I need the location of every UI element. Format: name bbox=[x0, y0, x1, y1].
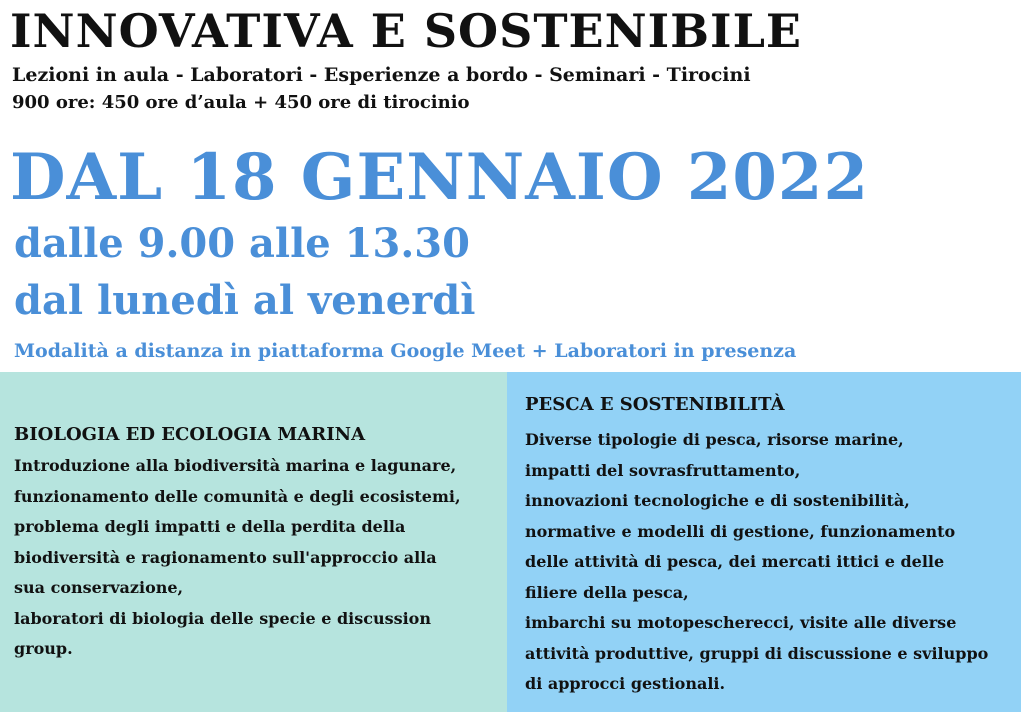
fishing-panel bbox=[507, 372, 1021, 712]
fishing-line: normative e modelli di gestione, funzionamento bbox=[525, 521, 956, 541]
fishing-line: di approcci gestionali. bbox=[525, 674, 726, 693]
fishing-line: impatti del sovrasfruttamento, bbox=[525, 460, 801, 480]
biology-line: group. bbox=[14, 639, 73, 658]
biology-line: biodiversità e ragionamento sull'approccio alla bbox=[14, 547, 437, 567]
hours-line: 900 ore: 450 ore d’aula + 450 ore di tirocinio bbox=[12, 92, 470, 113]
delivery-mode: Modalità a distanza in piattaforma Google Meet + Laboratori in presenza bbox=[14, 340, 797, 362]
biology-line: Introduzione alla biodiversità marina e lagunare, bbox=[14, 456, 457, 475]
fishing-heading: PESCA E SOSTENIBILITÀ bbox=[525, 394, 785, 415]
biology-line: laboratori di biologia delle specie e discussion bbox=[14, 608, 431, 628]
fishing-line: delle attività di pesca, dei mercati ittici e delle bbox=[525, 552, 945, 571]
fishing-line: Diverse tipologie di pesca, risorse marine, bbox=[525, 430, 904, 449]
biology-description bbox=[14, 451, 507, 665]
biology-line: funzionamento delle comunità e degli ecosistemi, bbox=[14, 486, 461, 506]
biology-heading: BIOLOGIA ED ECOLOGIA MARINA bbox=[14, 424, 366, 445]
biology-line: sua conservazione, bbox=[14, 578, 184, 597]
fishing-description bbox=[525, 425, 1021, 700]
biology-line: problema degli impatti e della perdita della bbox=[14, 517, 406, 536]
page-title: INNOVATIVA E SOSTENIBILE bbox=[10, 4, 802, 58]
fishing-line: filiere della pesca, bbox=[525, 582, 689, 602]
fishing-line: attività produttive, gruppi di discussione e sviluppo bbox=[525, 643, 989, 663]
fishing-line: imbarchi su motopescherecci, visite alle diverse bbox=[525, 613, 957, 632]
biology-panel bbox=[0, 372, 507, 712]
weekdays: dal lunedì al venerdì bbox=[14, 277, 476, 324]
activities-line: Lezioni in aula - Laboratori - Esperienze a bordo - Seminari - Tirocini bbox=[12, 64, 751, 86]
fishing-line: innovazioni tecnologiche e di sostenibilità, bbox=[525, 491, 910, 510]
time-range: dalle 9.00 alle 13.30 bbox=[14, 220, 470, 267]
start-date: DAL 18 GENNAIO 2022 bbox=[10, 140, 869, 215]
